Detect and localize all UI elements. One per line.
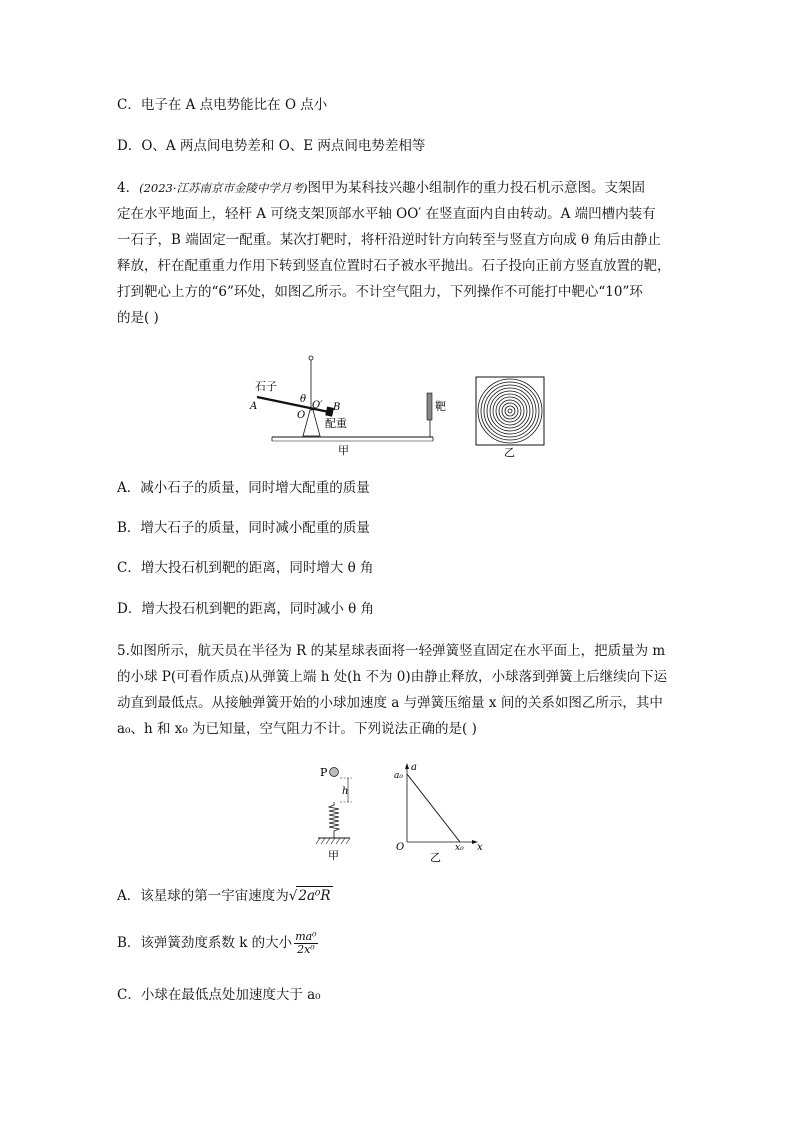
q5-figure-spring <box>300 758 500 868</box>
label-B: B <box>333 402 341 413</box>
label-theta: θ <box>300 394 307 405</box>
q4-line-5: 打到靶心上方的“6”环处，如图乙所示。不计空气阻力，下列操作不可能打中靶心“10”环 <box>117 284 643 300</box>
q4-option-c: C．增大投石机到靶的距离，同时增大 θ 角 <box>117 560 374 576</box>
q3-option-d: D．O、A 两点间电势差和 O、E 两点间电势差相等 <box>117 138 426 154</box>
q4-number: 4． <box>117 180 140 196</box>
q5-option-b-prefix: B．该弹簧劲度系数 k 的大小 <box>117 935 293 951</box>
ball-p <box>330 768 339 777</box>
q4-source: (2023·江苏南京市金陵中学月考) <box>139 181 308 195</box>
fraction-numerator: ma⁰ <box>295 930 317 943</box>
label-h: h <box>342 786 349 797</box>
axis-label-a: a <box>411 762 417 773</box>
q4-option-a: A．减小石子的质量，同时增大配重的质量 <box>117 480 370 496</box>
fraction <box>294 931 317 956</box>
label-P: P <box>320 766 328 779</box>
axis-label-x: x <box>477 842 483 853</box>
q4-line-4: 释放，杆在配重重力作用下转到竖直位置时石子被水平抛出。石子投向正前方竖直放置的靶， <box>117 258 671 274</box>
q4-line-1 <box>117 175 679 201</box>
label-target: 靶 <box>435 400 446 413</box>
label-A: A <box>250 401 258 412</box>
sqrt-sign: √ <box>288 888 298 904</box>
sqrt-content: 2a⁰R <box>298 888 331 904</box>
label-a0: a₀ <box>394 771 403 781</box>
q5-option-a-prefix: A．该星球的第一宇宙速度为 <box>117 888 289 904</box>
caption-yi: 乙 <box>504 446 515 459</box>
label-x0: x₀ <box>455 843 464 853</box>
q5-line-3: 动直到最低点。从接触弹簧开始的小球加速度 a 与弹簧压缩量 x 间的关系如图乙所示，其中 <box>117 695 663 711</box>
top-pivot-mark <box>309 356 313 360</box>
q3-option-c: C．电子在 A 点电势能比在 O 点小 <box>117 97 328 113</box>
q5-line-4: a₀、h 和 x₀ 为已知量，空气阻力不计。下列说法正确的是( ) <box>117 721 477 737</box>
label-origin: O <box>396 842 405 853</box>
fraction-denominator: 2x⁰ <box>297 943 315 956</box>
q5-option-c: C．小球在最低点处加速度大于 a₀ <box>117 987 321 1003</box>
spring-coil <box>329 802 339 838</box>
q4-line-6: 的是( ) <box>117 310 159 326</box>
q5-option-b <box>117 930 318 956</box>
label-counterweight: 配重 <box>325 417 347 430</box>
y-axis-arrow <box>405 763 409 769</box>
q4-line-2: 定在水平地面上，轻杆 A 可绕支架顶部水平轴 OO′ 在竖直面内自由转动。A 端凹槽内装有 <box>117 206 656 222</box>
label-stone: 石子 <box>255 380 277 393</box>
label-O: O <box>297 410 306 421</box>
a-x-graph-line <box>407 774 460 842</box>
q5-caption-yi: 乙 <box>430 851 441 864</box>
q5-line-1: 5.如图所示，航天员在半径为 R 的某星球表面将一轻弹簧竖直固定在水平面上，把质量为 m <box>117 643 666 659</box>
q5-stem <box>117 638 679 742</box>
target-plate <box>427 393 432 420</box>
q4-option-b: B．增大石子的质量，同时减小配重的质量 <box>117 520 370 536</box>
q4-line-1-text: 图甲为某科技兴趣小组制作的重力投石机示意图。支架固 <box>307 180 645 196</box>
q5-line-2: 的小球 P(可看作质点)从弹簧上端 h 处(h 不为 0)由静止释放，小球落到弹簧上后继续向下运 <box>117 669 668 685</box>
q5-option-a <box>117 886 333 905</box>
ground-hatch <box>316 838 350 844</box>
q4-stem <box>117 175 679 331</box>
caption-jia: 甲 <box>338 444 349 457</box>
label-O-prime: O′ <box>312 400 323 411</box>
support-stand <box>303 410 320 436</box>
q4-line-3: 一石子，B 端固定一配重。某次打靶时，将杆沿逆时针方向转至与竖直方向成 θ 角后由静止 <box>117 232 661 248</box>
target-face-frame <box>476 377 544 445</box>
q4-figure-trebuchet <box>240 350 560 460</box>
q4-option-d: D．增大投石机到靶的距离，同时减小 θ 角 <box>117 601 375 617</box>
q5-caption-jia: 甲 <box>328 849 339 862</box>
